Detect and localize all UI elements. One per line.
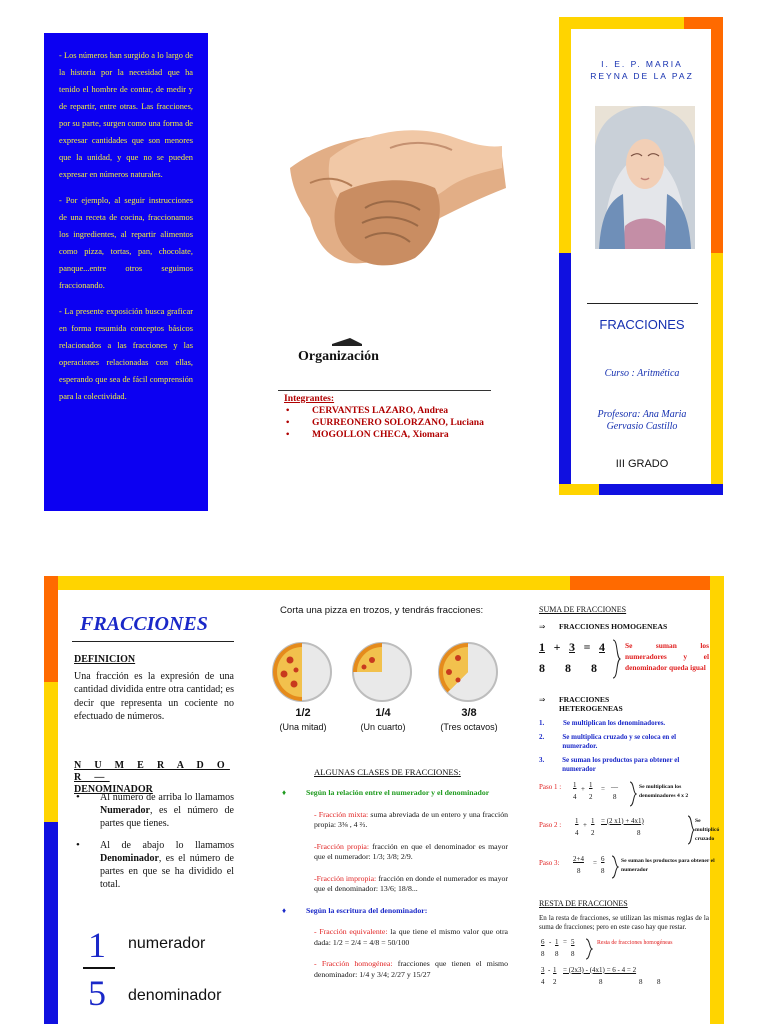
pizza-quarter-icon — [350, 640, 414, 704]
eq-term: 8 — [565, 661, 571, 675]
intro-panel — [44, 33, 208, 511]
cover-border — [711, 253, 723, 495]
fraction-denominator: 2 — [304, 707, 311, 719]
subtraction-example-1 — [539, 938, 709, 964]
eq-text: 2+4 — [573, 854, 584, 863]
sum-heading: SUMA DE FRACCIONES — [539, 605, 627, 614]
eq-text: + — [583, 820, 587, 829]
intro-paragraph-1: - Los números han surgido a lo largo de la historia por la necesidad que ha tenido el hombre de contar, de medir y de repartir, entre otras. Las fracciones, por su parte, surgen como una forma de expresar cantidades que son menores que la unidad, y que no se pueden expresar en números naturales. — [59, 51, 193, 179]
text-fragment: , es el número de partes que tienes. — [100, 805, 234, 829]
joined-hands-image — [270, 98, 510, 274]
page-border — [44, 682, 58, 822]
cover-border — [559, 484, 599, 495]
step-text: Se multiplican los denominadores. — [563, 719, 666, 727]
title-divider — [72, 641, 234, 642]
eq-text: 8 — [657, 977, 661, 986]
eq-text: 1 — [589, 780, 593, 789]
numerator-denominator-list — [74, 791, 234, 900]
step-note: Resta de fracciones homogéneas — [597, 939, 673, 946]
arrow-icon: ⇒ — [539, 695, 546, 704]
step-number: 2. — [539, 732, 545, 741]
organization-divider — [278, 390, 491, 391]
virgin-mary-image — [595, 106, 695, 249]
eq-term: 8 — [591, 661, 597, 675]
eq-text: 1 — [575, 816, 579, 825]
text-fragment: Al de abajo lo llamamos — [100, 840, 234, 851]
brace-icon — [611, 639, 621, 679]
term: - Fracción homogénea: — [314, 959, 393, 968]
eq-term: 3 — [569, 640, 575, 654]
definition-text: Una fracción es la expresión de una cantidad dividida entre otra cantidad; es decir que representa un cociente no efectuado de números. — [74, 671, 234, 723]
eq-text: = (2x3) - (4x1) = 6 - 4 = 2 — [563, 965, 637, 974]
eq-text: 4 — [573, 792, 577, 801]
term: -Fracción propia: — [314, 841, 370, 851]
section-title: FRACCIONES — [80, 613, 208, 635]
list-item — [74, 791, 234, 830]
eq-text: = — [593, 858, 597, 867]
eq-text: 8 — [613, 792, 617, 801]
operations-column — [539, 605, 720, 992]
step-label: Paso 2 : — [539, 820, 562, 829]
step-text: Se suman los productos para obtener el numerador — [562, 755, 680, 773]
eq-text: = — [601, 784, 605, 793]
heterogeneous-steps — [539, 719, 709, 775]
term-denominador: Denominador — [100, 853, 159, 864]
eq-text: 4 — [541, 977, 545, 986]
eq-term: 4 — [599, 640, 605, 654]
brace-icon — [629, 781, 637, 807]
eq-text: + — [581, 784, 585, 793]
eq-text: 2 — [591, 828, 595, 837]
heterogeneous-heading-row — [539, 695, 709, 713]
eq-text: 6 — [541, 937, 545, 946]
fraction-denominator: 8 — [470, 707, 477, 719]
page-border — [44, 576, 58, 682]
eq-text: 6 — [601, 854, 605, 863]
fraction-denominator: 4 — [384, 707, 391, 719]
term: -Fracción impropia: — [314, 873, 377, 883]
heading-line-1: N U M E R A D O R — — [74, 760, 230, 783]
denominator-label: denominador — [128, 987, 222, 1004]
professor-line-2: Gervasio Castillo — [606, 421, 678, 432]
course-name: Curso : Aritmética — [604, 368, 680, 379]
description: fracción en que el denominador es mayor que el numerador: 1/3; 3/8; 2/9. — [314, 841, 508, 861]
eq-text: = (2 x1) + 4x1) — [601, 816, 644, 825]
eq-text: 8 — [577, 866, 581, 875]
definition-heading: DEFINICION — [74, 654, 136, 665]
term: - Fracción equivalente: — [314, 927, 388, 936]
classification-group — [282, 788, 508, 799]
pizza-intro: Corta una pizza en trozos, y tendrás fracciones: — [280, 605, 484, 616]
cover-divider — [587, 303, 698, 304]
pizza-half-icon — [270, 640, 334, 704]
eq-text: - — [549, 937, 552, 946]
brace-icon — [611, 855, 619, 879]
term-numerador: Numerador — [100, 805, 150, 816]
classification-group — [282, 906, 508, 917]
eq-text: 8 — [601, 866, 605, 875]
term: - Fracción mixta: — [314, 809, 369, 819]
example-numerator: 1 — [88, 925, 106, 965]
eq-text: 2 — [553, 977, 557, 986]
step-1-example — [539, 781, 709, 811]
diamond-icon: ♦ — [282, 788, 287, 797]
eq-text: 2 — [589, 792, 593, 801]
eq-text: = — [563, 937, 567, 946]
homogeneous-note: Se suman los numeradores y el denominador queda igual — [625, 641, 709, 672]
step-label: Paso 1 : — [539, 782, 562, 791]
eq-text: 1 — [591, 816, 595, 825]
homogeneous-example — [539, 637, 709, 683]
school-line-2: REYNA DE LA PAZ — [590, 71, 694, 81]
diamond-icon: ♦ — [282, 905, 287, 915]
fraction-caption: (Tres octavos) — [440, 722, 498, 732]
homogeneous-heading-row — [539, 622, 709, 631]
member-item: • CERVANTES LAZARO, Andrea — [284, 405, 484, 417]
fraction-caption: (Un cuarto) — [360, 722, 406, 732]
fraction-numerator: 1 — [375, 707, 382, 719]
subtraction-text: En la resta de fracciones, se utilizan las mismas reglas de la suma de fracciones; pero en este caso hay que restar. — [539, 913, 709, 931]
fraction-label: 1/4 — [375, 707, 391, 719]
list-item — [282, 810, 508, 831]
equation-top — [539, 640, 605, 655]
cover-title: FRACCIONES — [599, 317, 685, 332]
list-item — [282, 927, 508, 948]
intro-paragraph-3: - La presente exposición busca graficar en forma resumida conceptos básicos relacionados a las fracciones y las operaciones relacionadas con ellas, esperando que sea de fácil comprensión para la colectividad. — [59, 307, 193, 401]
fraction-bar — [83, 967, 115, 969]
eq-text: 8 — [571, 949, 575, 958]
cover-border — [711, 17, 723, 253]
eq-text: __ — [611, 780, 618, 789]
eq-text: 8 — [637, 828, 641, 837]
members-list — [284, 393, 484, 441]
eq-op: = — [583, 640, 591, 654]
step-note: Se suman los productos para obtener el numerador — [621, 857, 715, 873]
subtraction-heading: RESTA DE FRACCIONES — [539, 898, 628, 908]
list-item — [74, 839, 234, 891]
step-text: Se multiplica cruzado y se coloca en el numerador. — [562, 732, 677, 750]
members-label: Integrantes: — [284, 393, 335, 404]
school-line-1: I. E. P. MARIA — [601, 59, 683, 69]
group-title: Según la relación entre el numerador y el denominador — [306, 788, 490, 797]
list-item — [282, 842, 508, 863]
list-item — [282, 874, 508, 895]
step-item — [539, 756, 709, 775]
page-border — [44, 822, 58, 1024]
eq-text: 3 — [541, 965, 545, 974]
step-number: 1. — [539, 719, 545, 727]
subtraction-example-2 — [539, 966, 709, 992]
description: fracción en donde el numerador es mayor que el denominador: 13/6; 18/8... — [314, 873, 508, 893]
member-item: • GURREONERO SOLORZANO, Luciana — [284, 417, 484, 429]
group-title: Según la escritura del denominador: — [306, 905, 428, 915]
fraction-numerator: 1 — [295, 707, 302, 719]
heading-line-2: DENOMINADOR — [74, 784, 153, 795]
cover-border — [559, 253, 571, 495]
member-item: • MOGOLLON CHECA, Xiomara — [284, 429, 484, 441]
eq-term: 1 — [539, 640, 545, 654]
step-label: Paso 3: — [539, 858, 560, 867]
brace-icon — [687, 815, 695, 845]
fraction-classes-list — [282, 788, 508, 991]
step-number: 3. — [539, 755, 545, 764]
step-item — [539, 733, 709, 752]
step-note: Se multiplican los denominadores 4 x 2 — [639, 783, 689, 799]
example-denominator: 5 — [88, 973, 106, 1013]
professor-line-1: Profesora: Ana Maria — [597, 409, 687, 420]
eq-text: 8 — [555, 949, 559, 958]
fraction-caption: (Una mitad) — [279, 722, 327, 732]
text-fragment: Al número de arriba lo llamamos — [100, 792, 234, 803]
fraction-label: 3/8 — [461, 707, 477, 719]
fraction-numerator: 3 — [461, 707, 468, 719]
heading-line: HETEROGENEAS — [559, 704, 623, 713]
organization-title: Organización — [298, 349, 379, 364]
eq-text: - — [548, 965, 551, 974]
eq-text: 1 — [573, 780, 577, 789]
arrow-icon — [330, 336, 364, 348]
step-3-example — [539, 854, 715, 885]
brace-icon — [585, 938, 593, 960]
description: fracciones que tienen el mismo denominador: 1/4 y 3/4; 2/27 y 15/27 — [314, 959, 508, 979]
eq-text: 1 — [553, 965, 557, 974]
grade-label: III GRADO — [615, 458, 669, 470]
description: suma abreviada de un entero y una fracción propia: 3⅜ , 4 ⅔. — [314, 809, 508, 829]
numerator-label: numerador — [128, 935, 206, 952]
heterogeneous-heading — [559, 695, 623, 713]
eq-text: 5 — [571, 937, 575, 946]
heading-line: FRACCIONES — [559, 695, 610, 704]
eq-text: 8 — [541, 949, 545, 958]
text-fragment: , es el número de partes en que se ha dividido el total. — [100, 853, 234, 890]
arrow-icon: ⇒ — [539, 622, 546, 631]
step-item — [539, 719, 709, 729]
pizza-three-eighths-icon — [436, 640, 500, 704]
classes-heading: ALGUNAS CLASES DE FRACCIONES: — [314, 767, 461, 777]
school-name — [572, 58, 712, 82]
step-2-example — [539, 816, 720, 851]
description: la que tiene el mismo valor que otra dada: 1/2 = 2/4 = 4/8 = 50/100 — [314, 927, 509, 947]
eq-text: 8 — [599, 977, 603, 986]
equation-bottom — [539, 661, 597, 676]
eq-term: 8 — [539, 661, 545, 675]
list-item — [282, 959, 508, 980]
step-note: Se multiplicó cruzado — [695, 817, 720, 842]
homogeneous-heading: FRACCIONES HOMOGENEAS — [559, 622, 668, 631]
eq-text: 4 — [575, 828, 579, 837]
eq-text: 8 — [639, 977, 643, 986]
eq-text: 1 — [555, 937, 559, 946]
professor-name — [572, 409, 712, 433]
page-border — [570, 576, 724, 590]
intro-paragraph-2: - Por ejemplo, al seguir instrucciones de una receta de cocina, fraccionamos los ingredientes, al repartir alimentos como pizza, tortas, pan, chocolate, panque...entre otros seguimos fraccionando. — [59, 196, 193, 290]
eq-op: + — [553, 640, 561, 654]
fraction-label: 1/2 — [295, 707, 311, 719]
